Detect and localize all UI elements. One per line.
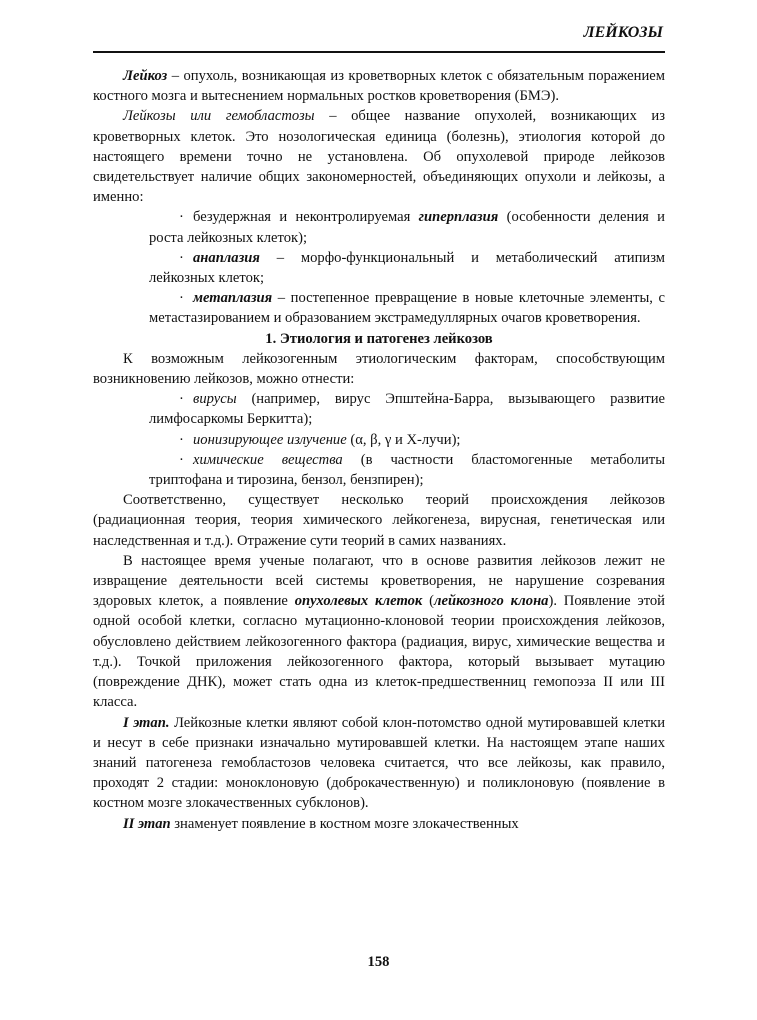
bullet-icon: · [179,249,184,266]
list-item: · химические вещества (в частности бластомогенные метаболиты триптофана и тирозина, бензол, бензпирен); [149,451,665,489]
list-item: · безудержная и неконтролируемая гиперплазия (особенности деления и роста лейкозных клеток); [149,209,665,246]
page-body [93,66,665,834]
bullet-icon: · [179,290,184,307]
bullet-icon: · [179,391,184,408]
bullet-icon: · [179,451,184,468]
stage-2-paragraph: II этап знаменует появление в костном мозге злокачественных [123,815,519,832]
stage-1-label: I этап. [123,714,170,731]
list-item: · вирусы (например, вирус Эпштейна-Барра, вызывающего развитие лимфосаркомы Беркитта); [149,391,665,428]
bullet-icon: · [179,209,184,226]
header-rule [93,51,665,53]
definition-paragraph: Лейкоз – опухоль, возникающая из кроветворных клеток с обязательным поражением костного мозга и вытеснением нормальных ростков кроветворения (БМЭ). [93,68,665,105]
stage-2-label: II этап [123,815,171,832]
list-item: · метаплазия – постепенное превращение в новые клеточные элементы, с метастазированием и образованием экстрамедуллярных очагов кроветворения. [149,290,665,327]
list-item: · ионизирующее излучение (α, β, γ и Х-лучи); [93,430,665,450]
section-title: 1. Этиология и патогенез лейкозов [265,330,493,347]
factors-lead: К возможным лейкозогенным этиологическим факторам, способствующим возникновению лейкозов, можно отнести: [93,350,665,388]
bullet-icon: · [179,431,184,448]
page-number: 158 [367,954,390,970]
theories-paragraph: Соответственно, существует несколько теорий происхождения лейкозов (радиационная теория, теория химического лейкогенеза, вирусная, генетическая или наследственная и т.д.). Отражение сути теорий в самих названиях. [93,492,665,549]
term-hemoblastoses: Лейкозы или гемобластозы [123,108,315,125]
pathogenesis-paragraph: В настоящее время ученые полагают, что в основе развития лейкозов лежит не извращение деятельности всей системы кроветворения, не нарушение созревания здоровых клеток, а появление опухолевых клеток (лейкозного клона). Появление этой одной особой клетки, согласно мутационно-клоновой теории происхождения лейкозов, обусловлено действием лейкозогенного фактора (радиация, вирус, химические вещества и т.д.). Точкой приложения лейкозогенного фактора, который вызывает мутацию (повреждение ДНК), может стать одна из клеток-предшественниц гемопоэза II или III класса. [93,552,665,711]
list-item: · анаплазия – морфо-функциональный и метаболический атипизм лейкозных клеток; [149,249,665,287]
term-leukosis: Лейкоз [123,68,168,84]
stage-1-paragraph: I этап. Лейкозные клетки являют собой клон-потомство одной мутировавшей клетки и несут в себе признаки изначально мутировавшей клетки. На настоящем этапе наших знаний патогенеза гемобластозов человека считается, что все лейкозы, как правило, проходят 2 стадии: моноклоновую (доброкачественную) и поликлоновую (появление в костном мозге злокачественных субклонов). [93,714,666,812]
definition-paragraph-2: Лейкозы или гемобластозы – общее название опухолей, возникающих из кроветворных клеток. Это нозологическая единица (болезнь), этиология которой до настоящего времени точно не установлена. Об опухолевой природе лейкозов свидетельствует наличие общих закономерностей, объединяющих опухоли и лейкозы, а именно: [93,108,665,206]
running-header: ЛЕЙКОЗЫ [583,24,663,41]
